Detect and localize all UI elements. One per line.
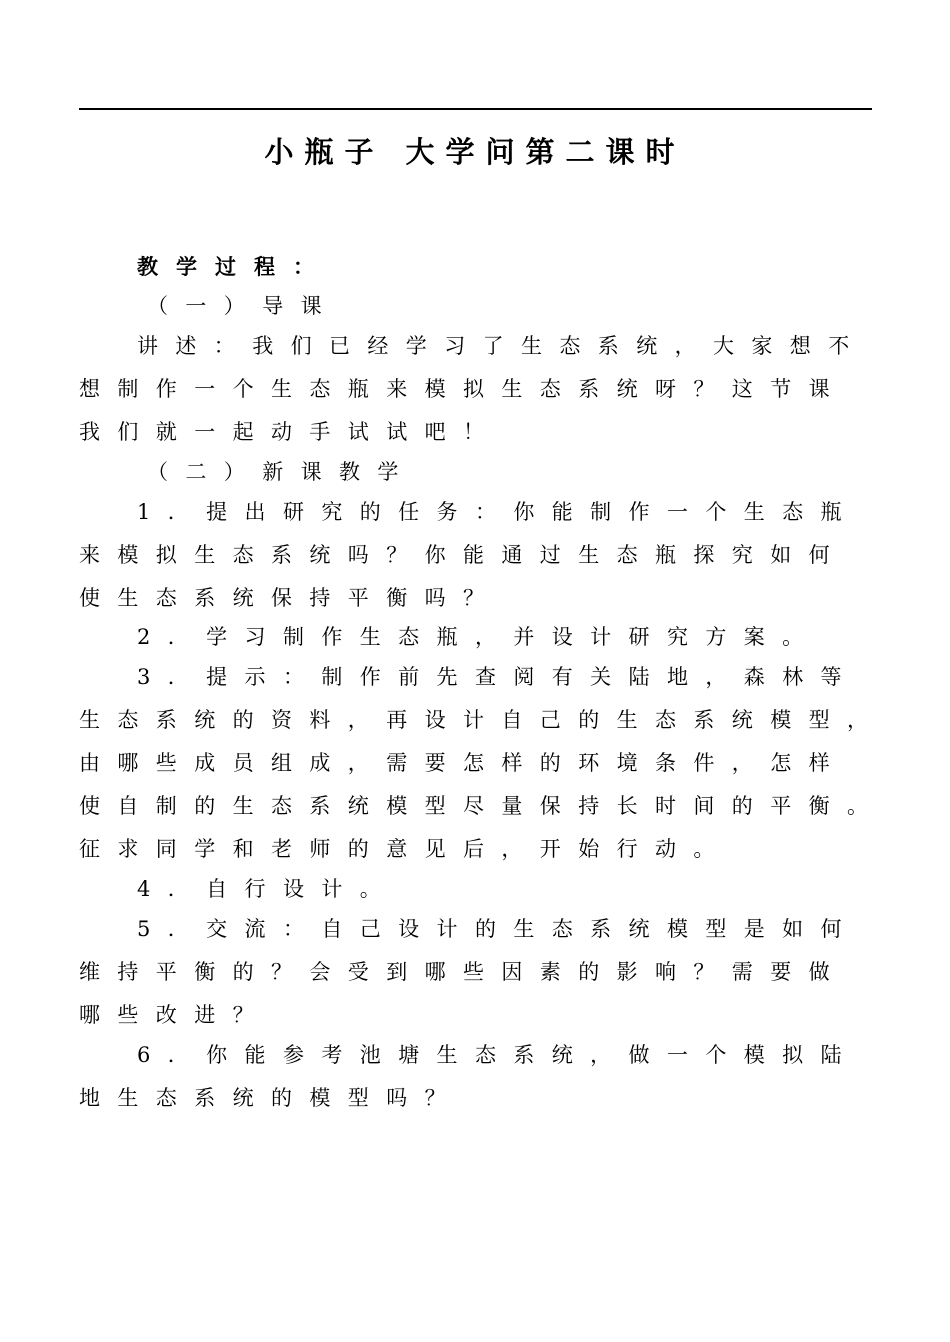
document-title: 小瓶子 大学问第二课时 <box>264 135 686 169</box>
paragraph-line: 我们就一起动手试试吧！ <box>79 420 502 444</box>
paragraph-line: 地生态系统的模型吗？ <box>79 1086 463 1110</box>
paragraph-line: 由哪些成员组成，需要怎样的环境条件，怎样 <box>79 751 847 775</box>
paragraph-line: 讲述：我们已经学习了生态系统，大家想不 <box>137 334 867 358</box>
paragraph-line: 1．提出研究的任务：你能制作一个生态瓶 <box>137 500 859 524</box>
paragraph-line: 使生态系统保持平衡吗？ <box>79 586 502 610</box>
paragraph-line: 使自制的生态系统模型尽量保持长时间的平衡。 <box>79 794 886 818</box>
paragraph-line: 维持平衡的？会受到哪些因素的影响？需要做 <box>79 960 847 984</box>
subsection-heading-new-lesson: （二）新课教学 <box>147 460 416 484</box>
section-heading-teaching-process: 教学过程： <box>137 254 332 279</box>
paragraph-line: 生态系统的资料，再设计自己的生态系统模型， <box>79 708 886 732</box>
header-rule <box>79 108 872 110</box>
paragraph-line: 5．交流：自己设计的生态系统模型是如何 <box>137 917 859 941</box>
subsection-heading-intro: （一）导课 <box>147 294 339 318</box>
paragraph-line: 想制作一个生态瓶来模拟生态系统呀？这节课 <box>79 377 847 401</box>
paragraph-line: 3．提示：制作前先查阅有关陆地，森林等 <box>137 665 859 689</box>
paragraph-line: 哪些改进？ <box>79 1003 271 1027</box>
paragraph-line: 6．你能参考池塘生态系统，做一个模拟陆 <box>137 1043 859 1067</box>
paragraph-line: 来模拟生态系统吗？你能通过生态瓶探究如何 <box>79 543 847 567</box>
paragraph-line: 征求同学和老师的意见后，开始行动。 <box>79 837 732 861</box>
paragraph-line: 2．学习制作生态瓶，并设计研究方案。 <box>137 625 821 649</box>
paragraph-line: 4．自行设计。 <box>137 877 399 901</box>
